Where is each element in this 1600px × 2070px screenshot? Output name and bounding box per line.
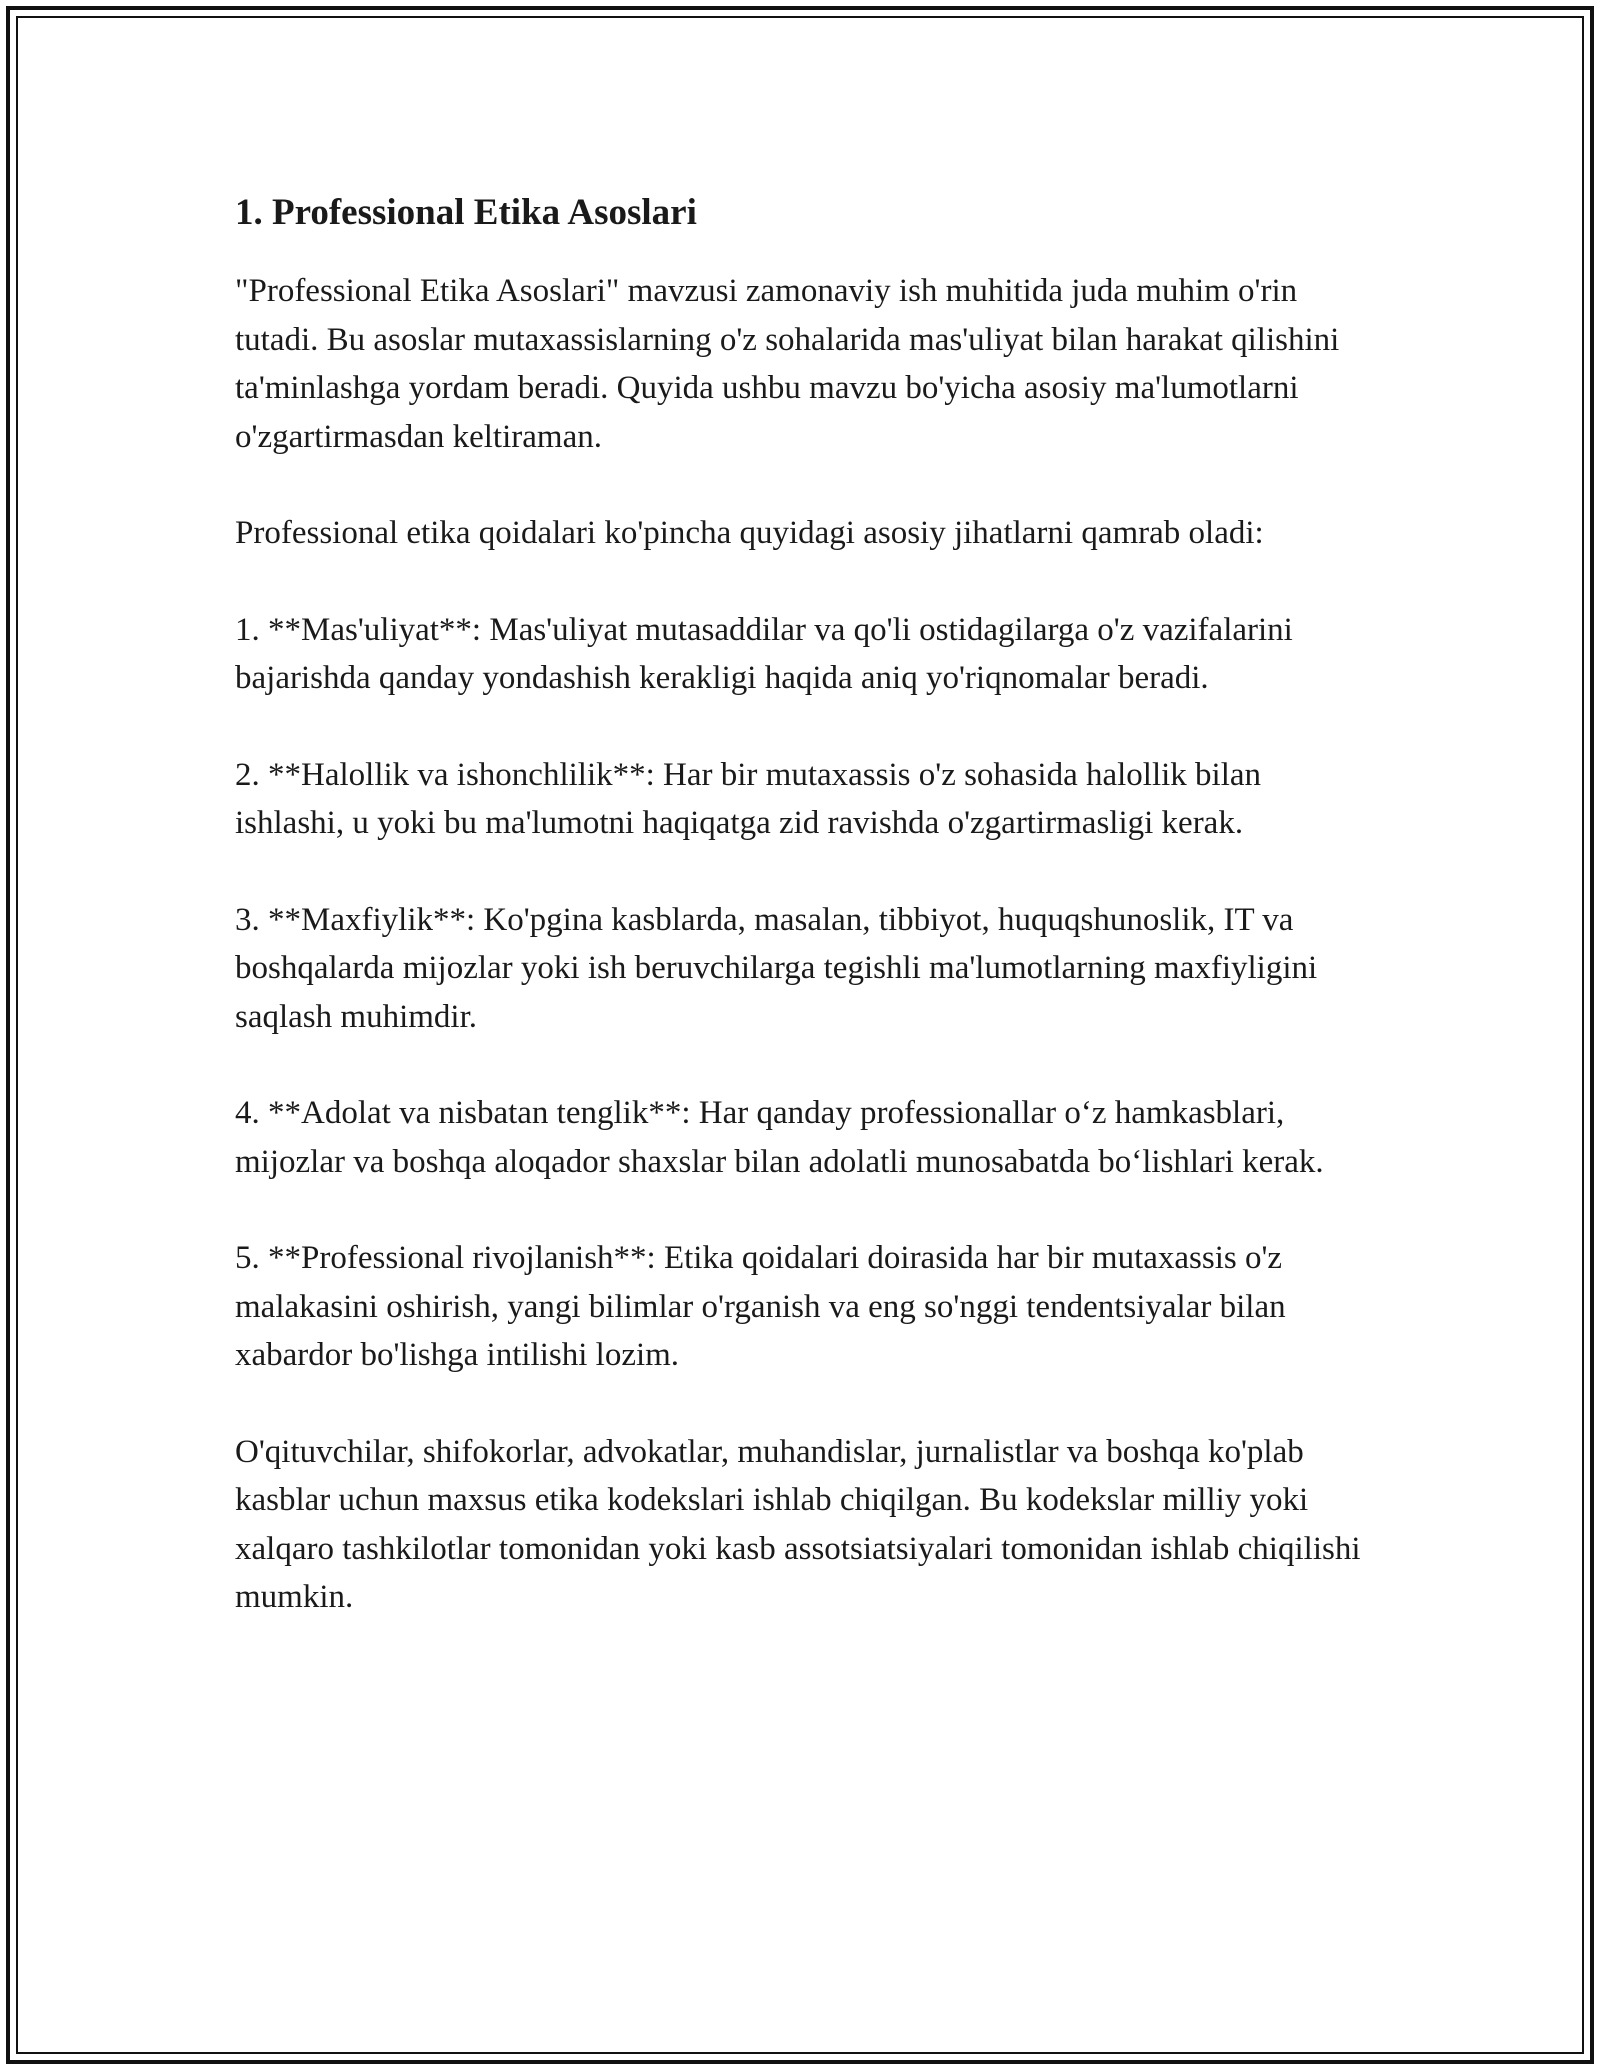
list-item-responsibility: 1. **Mas'uliyat**: Mas'uliyat mutasaddilar va qo'li ostidagilarga o'z vazifalarini bajarishda qanday yondashish kerakligi haqida aniq yo'riqnomalar beradi. (235, 611, 1293, 696)
list-item-fairness: 4. **Adolat va nisbatan tenglik**: Har qanday professionallar o‘z hamkasblari, mijozlar va boshqa aloqador shaxslar bilan adolatli munosabatda bo‘lishlari kerak. (235, 1095, 1324, 1180)
list-item-confidentiality: 3. **Maxfiylik**: Ko'pgina kasblarda, masalan, tibbiyot, huquqshunoslik, IT va boshqalarda mijozlar yoki ish beruvchilarga tegishli ma'lumotlarning maxfiyligini saqlash muhimdir. (235, 901, 1318, 1035)
list-intro-paragraph: Professional etika qoidalari ko'pincha quyidagi asosiy jihatlarni qamrab oladi: (235, 515, 1264, 551)
intro-paragraph: "Professional Etika Asoslari" mavzusi zamonaviy ish muhitida juda muhim o'rin tutadi. Bu asoslar mutaxassislarning o'z sohalarida mas'uliyat bilan harakat qilishini ta'minlashga yordam beradi. Quyida ushbu mavzu bo'yicha asosiy ma'lumotlarni o'zgartirmasdan keltiraman. (235, 273, 1340, 455)
document-body (235, 185, 1365, 1670)
document-title: 1. Professional Etika Asoslari (235, 192, 697, 233)
list-item-development: 5. **Professional rivojlanish**: Etika qoidalari doirasida har bir mutaxassis o'z malakasini oshirish, yangi bilimlar o'rganish va eng so'nggi tendentsiyalar bilan xabardor bo'lishga intilishi lozim. (235, 1240, 1286, 1373)
list-item-honesty: 2. **Halollik va ishonchlilik**: Har bir mutaxassis o'z sohasida halollik bilan ishlashi, u yoki bu ma'lumotni haqiqatga zid ravishda o'zgartirmasligi kerak. (235, 756, 1262, 841)
closing-paragraph: O'qituvchilar, shifokorlar, advokatlar, muhandislar, jurnalistlar va boshqa ko'plab kasblar uchun maxsus etika kodekslari ishlab chiqilgan. Bu kodekslar milliy yoki xalqaro tashkilotlar tomonidan yoki kasb assotsiatsiyalari tomonidan ishlab chiqilishi mumkin. (235, 1433, 1361, 1615)
